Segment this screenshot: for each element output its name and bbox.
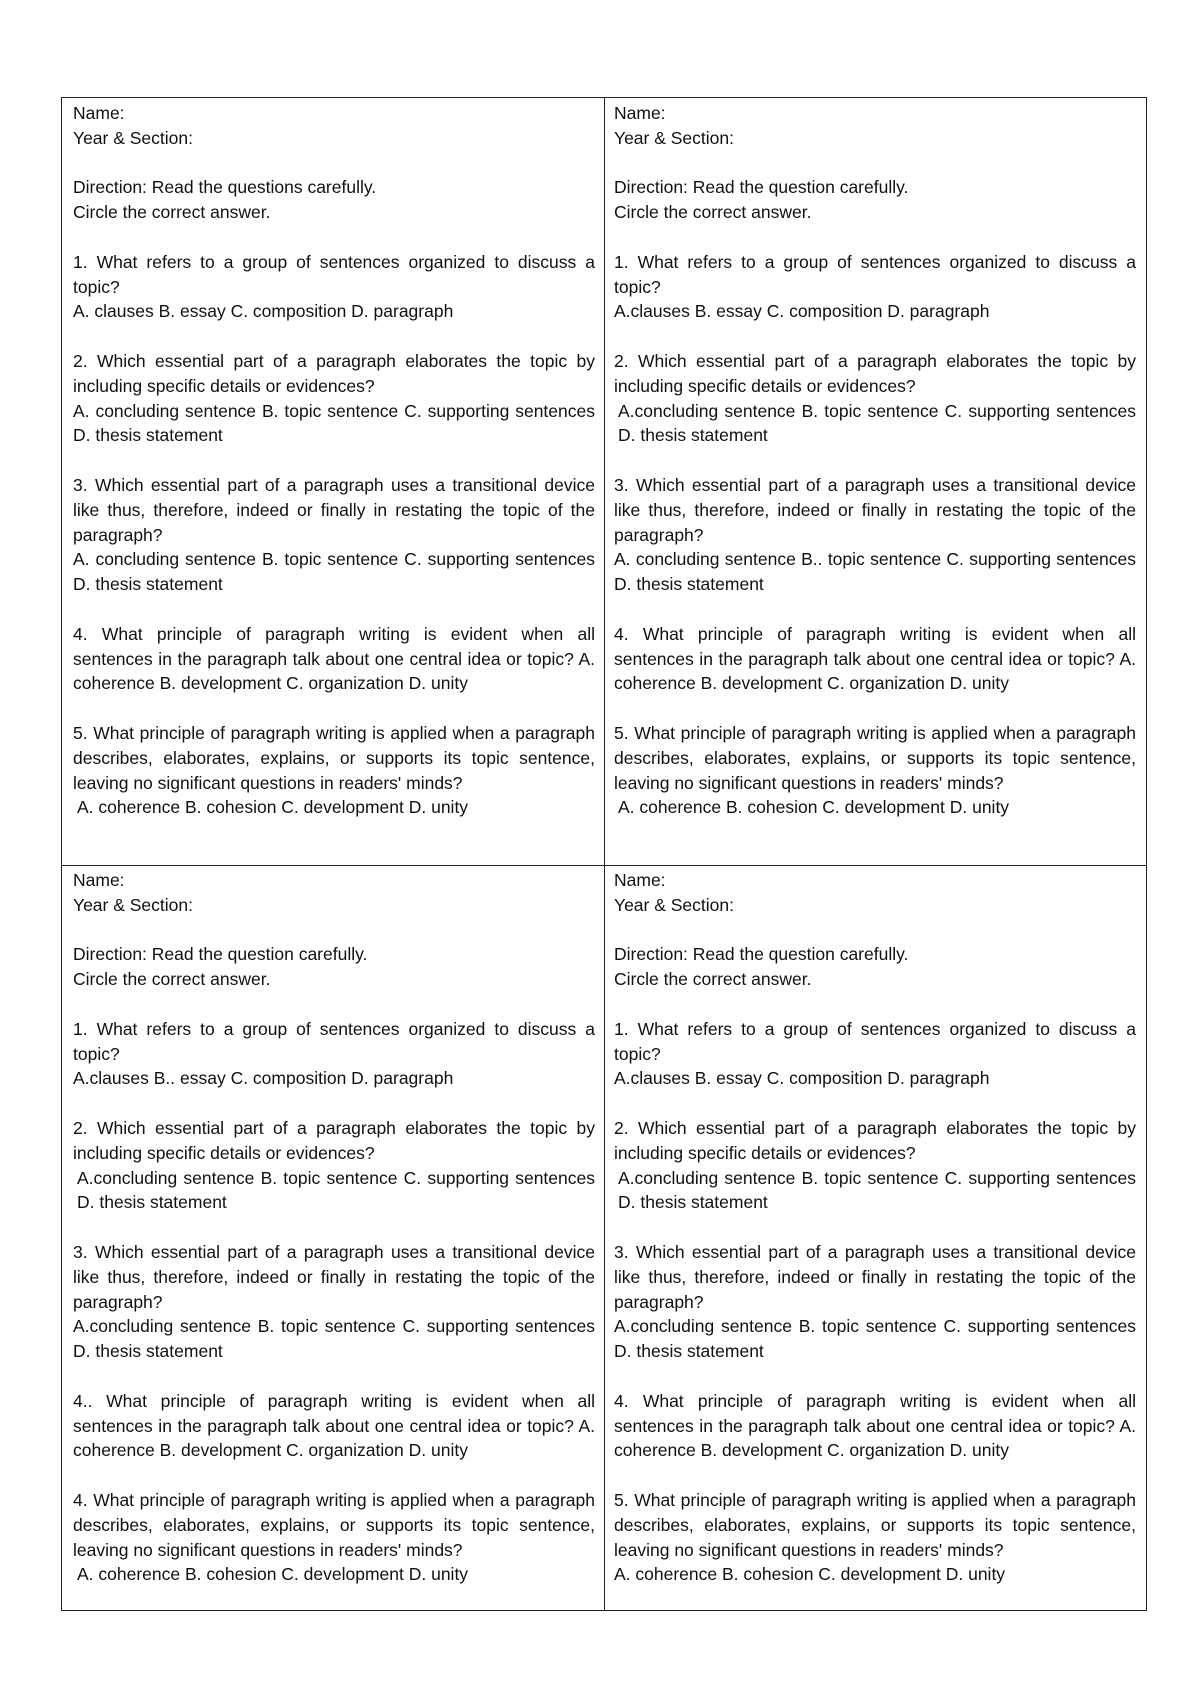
question-5: 4. What principle of paragraph writing is applied when a paragraph describes, elaborates, explains, or supports its topic sentence, leaving no significant questions in readers' minds? [73, 1489, 595, 1560]
question-2: 2. Which essential part of a paragraph elaborates the topic by including specific details or evidences? [614, 1117, 1136, 1163]
name-label: Name: [73, 103, 125, 123]
answer-choices-3: A.concluding sentence B. topic sentence C. supporting sentences D. thesis statement [73, 1316, 595, 1362]
quiz-card-top-right [614, 101, 1136, 820]
answer-choices-1: A.clauses B. essay C. composition D. paragraph [614, 301, 990, 322]
answer-choices-3: A. concluding sentence B.. topic sentence C. supporting sentences D. thesis statement [614, 549, 1136, 595]
question-3: 3. Which essential part of a paragraph uses a transitional device like thus, therefore, indeed or finally in restating the topic of the paragraph? [614, 1241, 1136, 1312]
question-2: 2. Which essential part of a paragraph elaborates the topic by including specific details or evidences? [614, 350, 1136, 396]
answer-choices-5: A. coherence B. cohesion C. development D. unity [618, 797, 1010, 818]
answer-choices-2: A.concluding sentence B. topic sentence C. supporting sentences D. thesis statement [618, 400, 1136, 446]
direction-text: Direction: Read the question carefully. [614, 944, 909, 965]
answer-choices-5: A. coherence B. cohesion C. development D. unity [614, 1564, 1006, 1585]
quiz-card-bottom-left [73, 868, 595, 1587]
question-3: 3. Which essential part of a paragraph uses a transitional device like thus, therefore, indeed or finally in restating the topic of the paragraph? [73, 1241, 595, 1312]
instruction-text: Circle the correct answer. [73, 969, 271, 990]
instruction-text: Circle the correct answer. [73, 202, 271, 223]
question-4: 4. What principle of paragraph writing is evident when all sentences in the paragraph talk about one central idea or topic? A. coherence B. development C. organization D. unity [614, 623, 1136, 694]
answer-choices-5: A. coherence B. cohesion C. development D. unity [77, 1564, 469, 1585]
question-5: 5. What principle of paragraph writing is applied when a paragraph describes, elaborates, explains, or supports its topic sentence, leaving no significant questions in readers' minds? [73, 722, 595, 793]
direction-text: Direction: Read the questions carefully. [73, 177, 377, 198]
name-label: Name: [614, 870, 666, 890]
quiz-card-bottom-right [614, 868, 1136, 1587]
quiz-card-top-left [73, 101, 595, 820]
question-2: 2. Which essential part of a paragraph elaborates the topic by including specific details or evidences? [73, 350, 595, 396]
question-3: 3. Which essential part of a paragraph uses a transitional device like thus, therefore, indeed or finally in restating the topic of the paragraph? [614, 474, 1136, 545]
name-label: Name: [73, 870, 125, 890]
question-5: 5. What principle of paragraph writing is applied when a paragraph describes, elaborates, explains, or supports its topic sentence, leaving no significant questions in readers' minds? [614, 722, 1136, 793]
year-section-label: Year & Section: [73, 894, 193, 915]
question-4: 4. What principle of paragraph writing is evident when all sentences in the paragraph talk about one central idea or topic? A. coherence B. development C. organization D. unity [73, 623, 595, 694]
answer-choices-2: A.concluding sentence B. topic sentence C. supporting sentences D. thesis statement [77, 1167, 595, 1213]
question-2: 2. Which essential part of a paragraph elaborates the topic by including specific details or evidences? [73, 1117, 595, 1163]
year-section-label: Year & Section: [614, 894, 734, 915]
direction-text: Direction: Read the question carefully. [73, 944, 368, 965]
answer-choices-1: A.clauses B.. essay C. composition D. paragraph [73, 1068, 454, 1089]
quiz-sheet [61, 97, 1147, 1611]
question-3: 3. Which essential part of a paragraph uses a transitional device like thus, therefore, indeed or finally in restating the topic of the paragraph? [73, 474, 595, 545]
year-section-label: Year & Section: [614, 127, 734, 148]
answer-choices-1: A. clauses B. essay C. composition D. paragraph [73, 301, 454, 322]
answer-choices-3: A.concluding sentence B. topic sentence C. supporting sentences D. thesis statement [614, 1316, 1136, 1362]
answer-choices-2: A.concluding sentence B. topic sentence C. supporting sentences D. thesis statement [618, 1167, 1136, 1213]
year-section-label: Year & Section: [73, 127, 193, 148]
answer-choices-3: A. concluding sentence B. topic sentence C. supporting sentences D. thesis statement [73, 549, 595, 595]
direction-text: Direction: Read the question carefully. [614, 177, 909, 198]
question-1: 1. What refers to a group of sentences organized to discuss a topic? [73, 1018, 595, 1064]
question-1: 1. What refers to a group of sentences organized to discuss a topic? [614, 1018, 1136, 1064]
question-4: 4.. What principle of paragraph writing is evident when all sentences in the paragraph talk about one central idea or topic? A. coherence B. development C. organization D. unity [73, 1390, 595, 1461]
instruction-text: Circle the correct answer. [614, 202, 812, 223]
question-1: 1. What refers to a group of sentences organized to discuss a topic? [73, 251, 595, 297]
instruction-text: Circle the correct answer. [614, 969, 812, 990]
row-divider [62, 865, 1146, 866]
answer-choices-2: A. concluding sentence B. topic sentence C. supporting sentences D. thesis statement [73, 400, 595, 446]
answer-choices-1: A.clauses B. essay C. composition D. paragraph [614, 1068, 990, 1089]
answer-choices-5: A. coherence B. cohesion C. development D. unity [77, 797, 469, 818]
name-label: Name: [614, 103, 666, 123]
question-5: 5. What principle of paragraph writing is applied when a paragraph describes, elaborates, explains, or supports its topic sentence, leaving no significant questions in readers' minds? [614, 1489, 1136, 1560]
column-divider [604, 98, 605, 1610]
question-4: 4. What principle of paragraph writing is evident when all sentences in the paragraph talk about one central idea or topic? A. coherence B. development C. organization D. unity [614, 1390, 1136, 1461]
question-1: 1. What refers to a group of sentences organized to discuss a topic? [614, 251, 1136, 297]
